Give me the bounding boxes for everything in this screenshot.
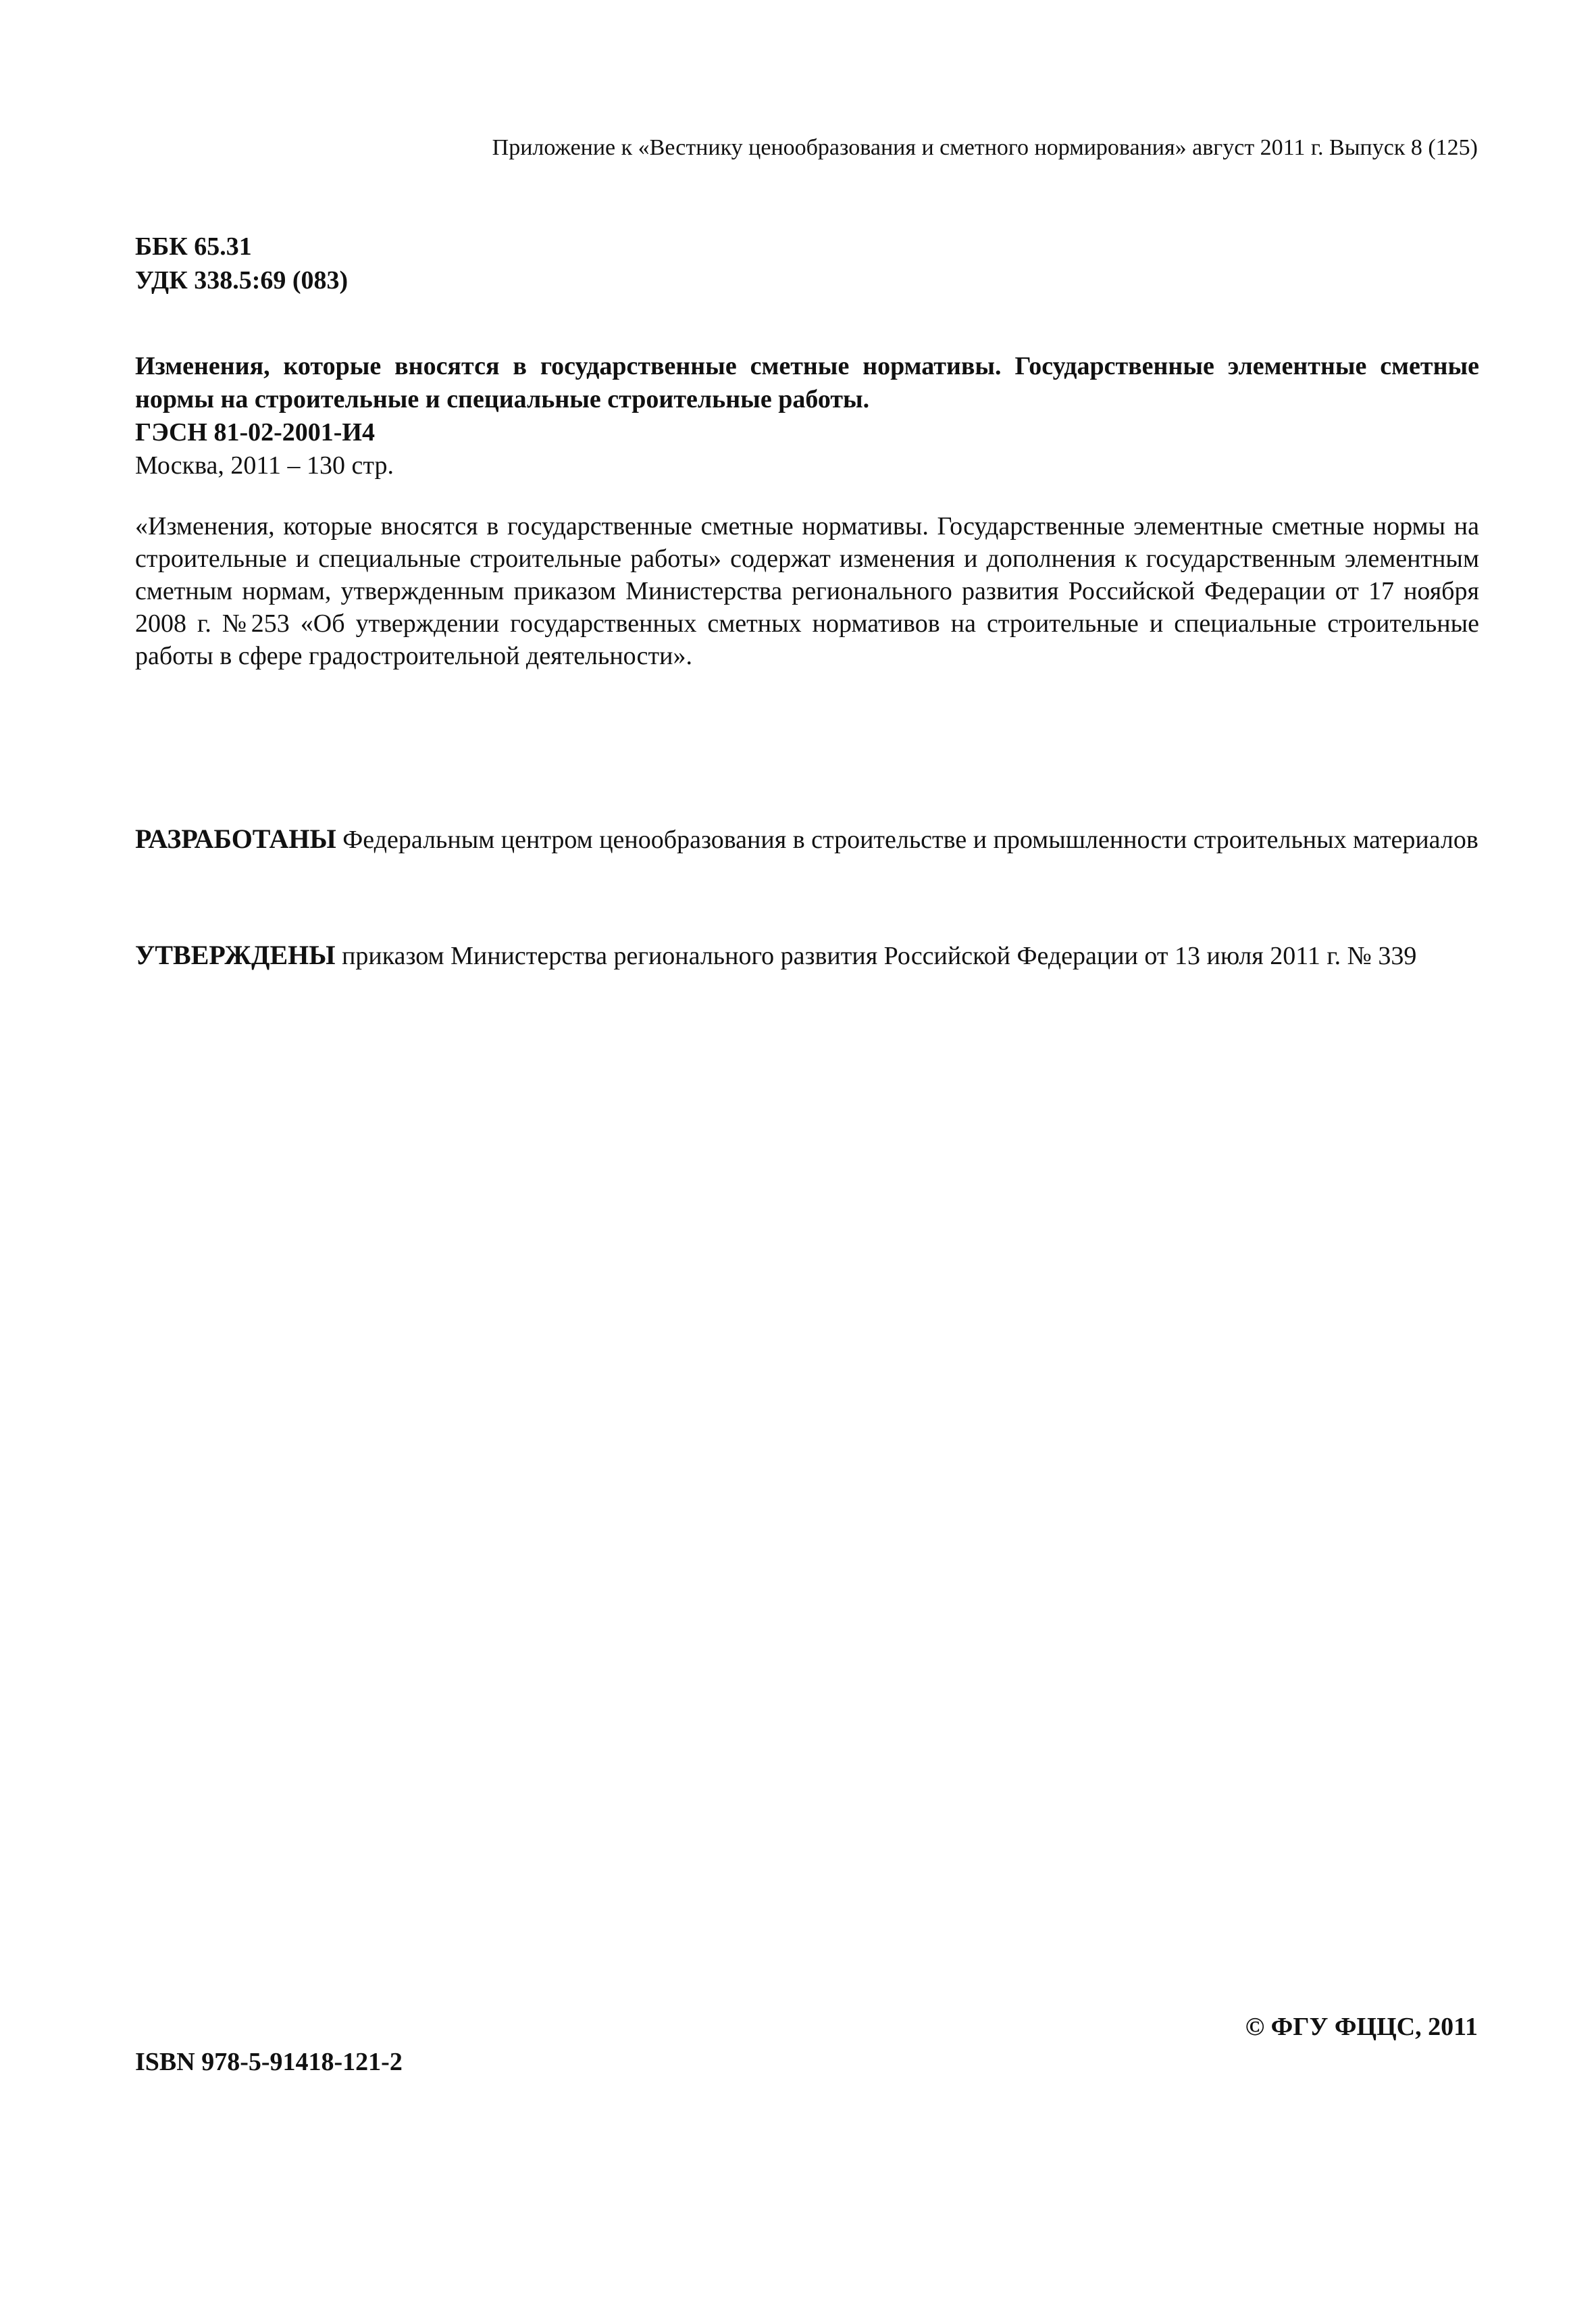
approved-text: приказом Министерства регионального развития Российской Федерации от 13 июля 2011 г. № 339 [335,942,1417,970]
udk-code: УДК 338.5:69 (083) [135,266,349,295]
bbk-code: ББК 65.31 [135,232,252,261]
imprint-line: Москва, 2011 – 130 стр. [135,451,394,480]
approved-by-paragraph [135,939,1486,972]
developed-text: Федеральным центром ценообразования в строительстве и промышленности строительных материалов [336,826,1478,854]
document-title: Изменения, которые вносятся в государственные сметные нормативы. Государственные элементные сметные нормы на строительные и специальные строительные работы. [135,352,1479,413]
approved-keyword: УТВЕРЖДЕНЫ [135,940,336,970]
document-title-block [135,350,1479,482]
document-code: ГЭСН 81-02-2001-И4 [135,418,375,447]
supplement-header: Приложение к «Вестнику ценообразования и сметного нормирования» август 2011 г. Выпуск 8 (125) [492,135,1478,160]
abstract-paragraph: «Изменения, которые вносятся в государственные сметные нормативы. Государственные элементные сметные нормы на строительные и специальные строительные работы» содержат изменения и дополнения к государственным элементным сметным нормам, утвержденным приказом Министерства регионального развития Российской Федерации от 17 ноября 2008 г. №253 «Об утверждении государственных сметных нормативов на строительные и специальные строительные работы в сфере градостроительной деятельности». [135,512,1479,670]
copyright-notice: © ФГУ ФЦЦС, 2011 [1245,2013,1478,2041]
developed-by-paragraph [135,823,1479,856]
developed-keyword: РАЗРАБОТАНЫ [135,824,336,854]
classification-codes [135,230,348,297]
isbn-number: ISBN 978-5-91418-121-2 [135,2048,403,2076]
